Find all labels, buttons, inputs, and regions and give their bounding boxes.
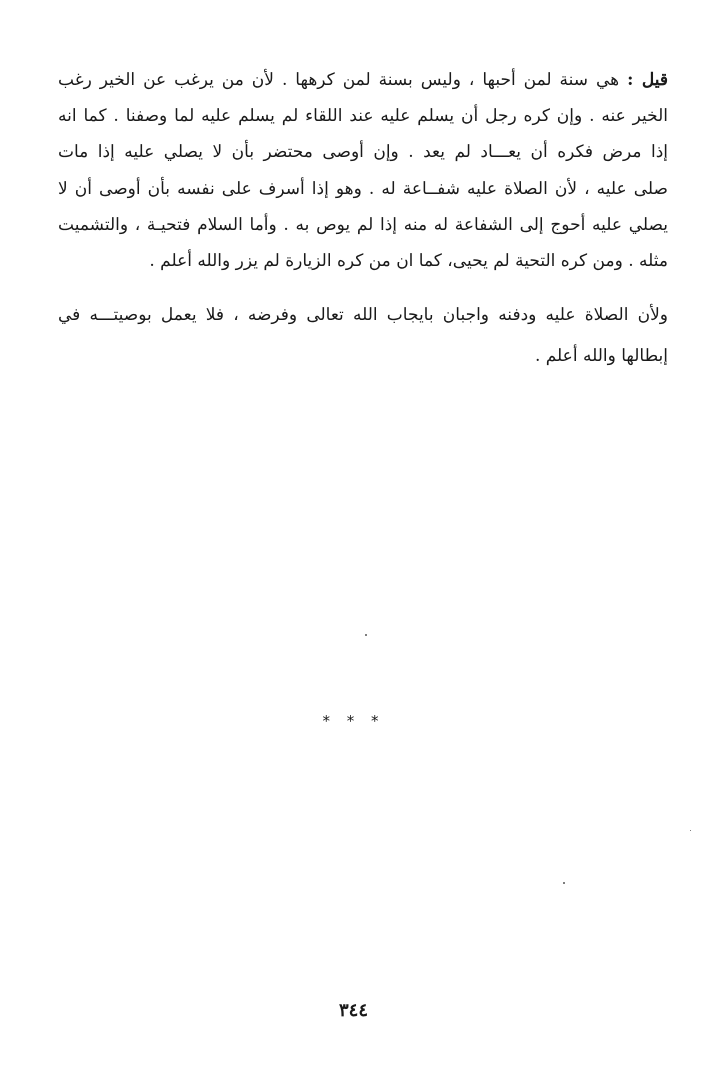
text-line-content: هي سنة لمن أحبها ، وليس بسنة لمن كرهها . لأن من يرغب عن الخير رغب bbox=[58, 70, 620, 90]
text-line: يصلي عليه أحوج إلى الشفاعة له منه إذا لم يوص به . وأما السلام فتحيـة ، والتشميت bbox=[58, 214, 668, 235]
text-line bbox=[58, 62, 668, 98]
text-line: إبطالها والله أعلم . bbox=[534, 346, 668, 366]
paper-speck bbox=[563, 882, 565, 884]
section-separator: * * * bbox=[322, 712, 385, 730]
text-line: إذا مرض فكره أن يعـــاد لم يعد . وإن أوصى محتضر بأن لا يصلي عليه إذا مات bbox=[58, 142, 668, 163]
paragraph-lead: قيل : bbox=[627, 70, 669, 90]
text-line: ولأن الصلاة عليه ودفنه واجبان بايجاب الله تعالى وفرضه ، فلا يعمل بوصيتـــه في bbox=[58, 305, 668, 325]
paper-speck bbox=[365, 634, 367, 636]
text-line: صلى عليه ، لأن الصلاة عليه شفــاعة له . وهو إذا أسرف على نفسه بأن أوصى أن لا bbox=[58, 178, 668, 199]
text-line: الخير عنه . وإن كره رجل أن يسلم عليه عند اللقاء لم يسلم عليه لما وصفنا . كما انه bbox=[58, 106, 668, 127]
text-line: مثله . ومن كره التحية لم يحيى، كما ان من كره الزيارة لم يزر والله أعلم . bbox=[149, 251, 668, 272]
paper-speck bbox=[690, 830, 691, 831]
paragraph-2 bbox=[58, 295, 668, 377]
paragraph-1 bbox=[58, 62, 668, 279]
page-number: ٣٤٤ bbox=[338, 1000, 368, 1021]
